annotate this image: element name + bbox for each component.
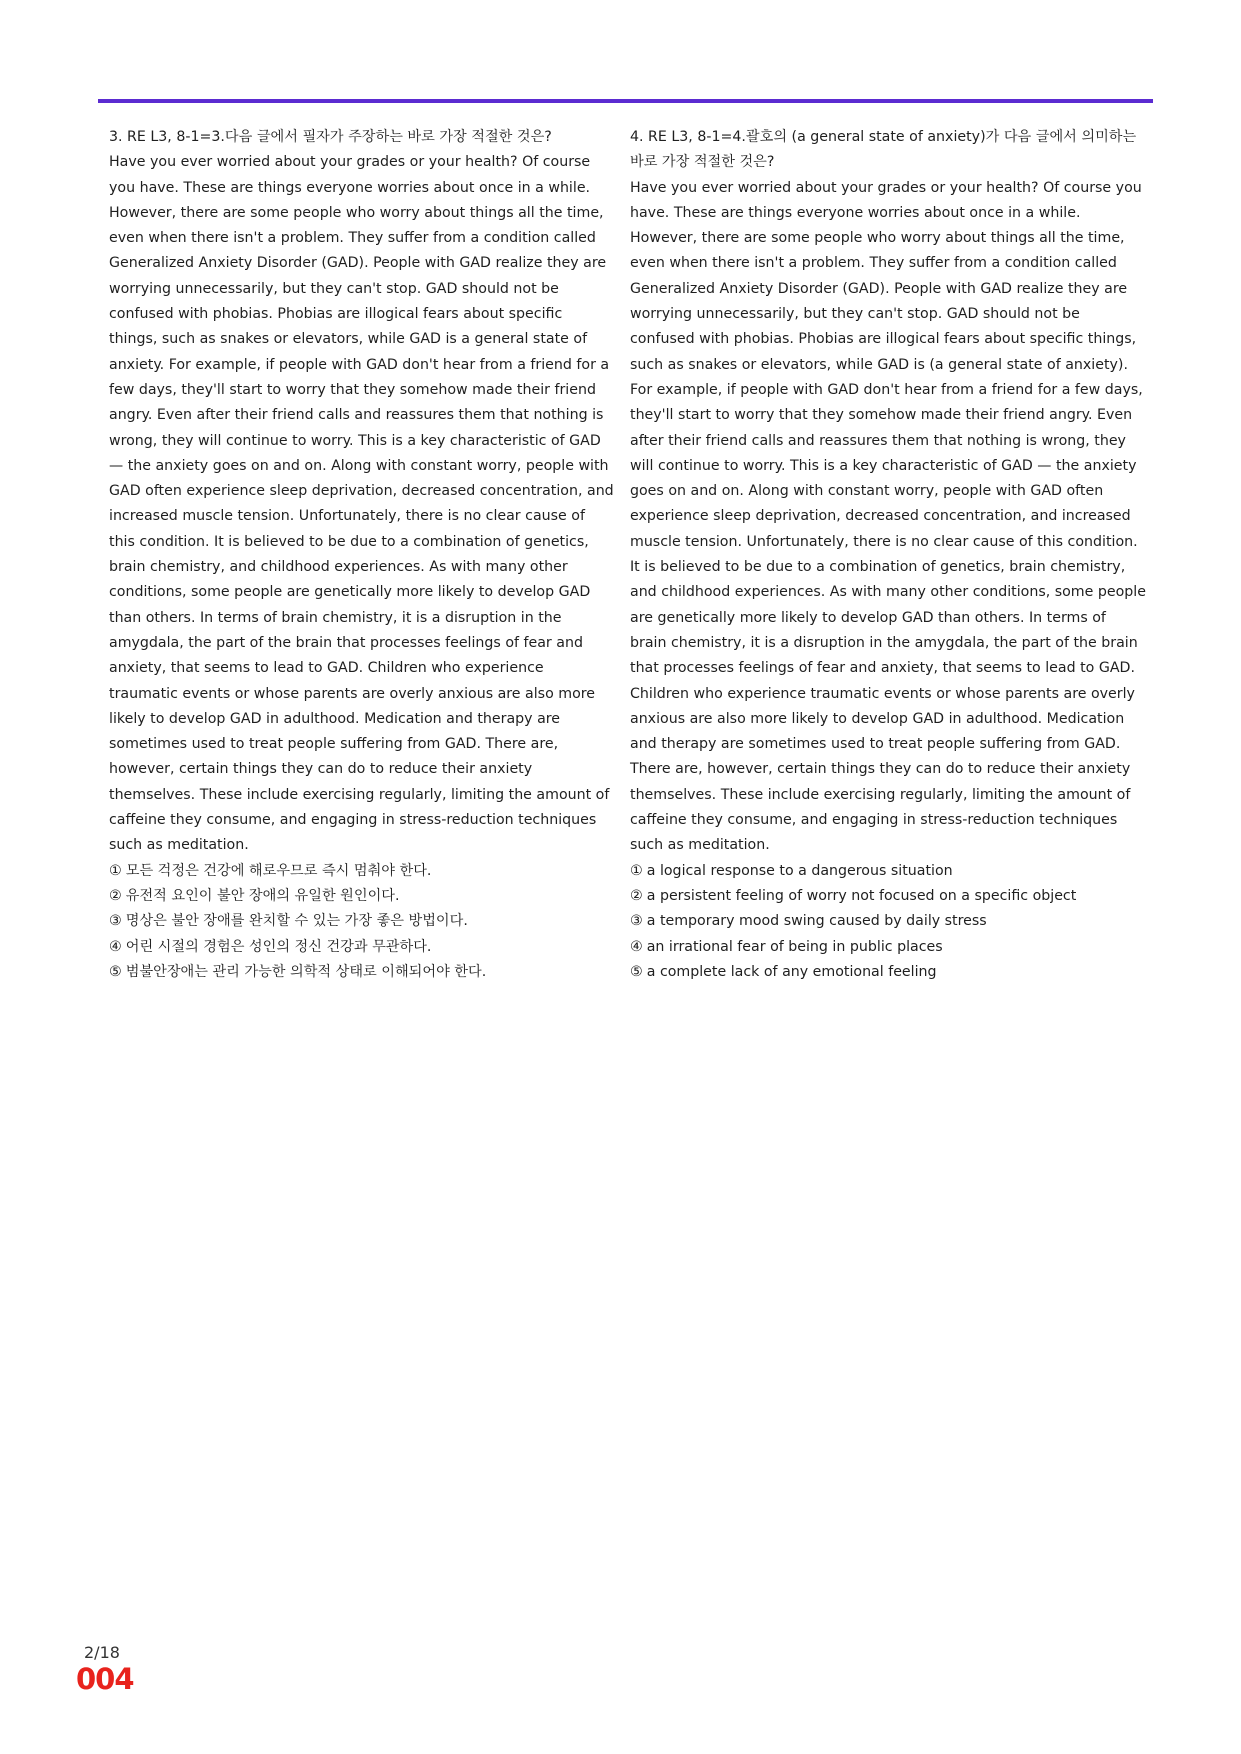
option-number: ④ <box>630 938 643 955</box>
option-text: 범불안장애는 관리 가능한 의학적 상태로 이해되어야 한다. <box>125 963 487 980</box>
option-number: ⑤ <box>630 963 643 980</box>
page-number: 2/18 <box>84 1643 120 1662</box>
option-number: ② <box>109 887 122 904</box>
option-number: ③ <box>109 913 122 930</box>
answer-option[interactable] <box>630 884 1146 909</box>
option-text: 모든 걱정은 건강에 해로우므로 즉시 멈춰야 한다. <box>125 862 432 879</box>
option-text: 유전적 요인이 불안 장애의 유일한 원인이다. <box>125 887 400 904</box>
option-number: ④ <box>109 938 122 955</box>
answer-option[interactable] <box>630 935 1146 960</box>
question-3-passage: Have you ever worried about your grades or your health? Of course you have. These are things everyone worries about once in a while. However, there are some people who worry about things all the time, even when there isn't a problem. They suffer from a condition called Generalized Anxiety Disorder (GAD). People with GAD realize they are worrying unnecessarily, but they can't stop. GAD should not be confused with phobias. Phobias are illogical fears about specific things, such as snakes or elevators, while GAD is a general state of anxiety. For example, if people with GAD don't hear from a friend for a few days, they'll start to worry that they somehow made their friend angry. Even after their friend calls and reassures them that nothing is wrong, they will continue to worry. This is a key characteristic of GAD — the anxiety goes on and on. Along with constant worry, people with GAD often experience sleep deprivation, decreased concentration, and increased muscle tension. Unfortunately, there is no clear cause of this condition. It is believed to be due to a combination of genetics, brain chemistry, and childhood experiences. As with many other conditions, some people are genetically more likely to develop GAD than others. In terms of brain chemistry, it is a disruption in the amygdala, the part of the brain that processes feelings of fear and anxiety, that seems to lead to GAD. Children who experience traumatic events or whose parents are overly anxious are also more likely to develop GAD in adulthood. Medication and therapy are sometimes used to treat people suffering from GAD. There are, however, certain things they can do to reduce their anxiety themselves. These include exercising regularly, limiting the amount of caffeine they consume, and engaging in stress-reduction techniques such as meditation. <box>109 154 614 854</box>
question-4-title: 4. RE L3, 8-1=4.괄호의 (a general state of anxiety)가 다음 글에서 의미하는 바로 가장 적절한 것은? <box>630 129 1137 171</box>
answer-option[interactable] <box>630 960 1146 985</box>
header-divider <box>98 99 1153 103</box>
option-number: ⑤ <box>109 963 122 980</box>
option-text: a temporary mood swing caused by daily stress <box>646 913 987 930</box>
question-4-options <box>630 859 1146 985</box>
option-text: a logical response to a dangerous situation <box>646 862 953 879</box>
answer-option[interactable] <box>109 859 615 884</box>
page-code: 004 <box>76 1662 134 1696</box>
question-3-title: 3. RE L3, 8-1=3.다음 글에서 필자가 주장하는 바로 가장 적절한 것은? <box>109 129 552 145</box>
option-number: ① <box>630 862 643 879</box>
question-4 <box>630 125 1146 985</box>
answer-option[interactable] <box>630 859 1146 884</box>
answer-option[interactable] <box>109 909 615 934</box>
answer-option[interactable] <box>109 960 615 985</box>
answer-option[interactable] <box>109 935 615 960</box>
option-text: a persistent feeling of worry not focused on a specific object <box>646 887 1077 904</box>
option-number: ② <box>630 887 643 904</box>
option-text: 명상은 불안 장애를 완치할 수 있는 가장 좋은 방법이다. <box>125 913 468 930</box>
option-text: a complete lack of any emotional feeling <box>646 963 937 980</box>
option-number: ③ <box>630 913 643 930</box>
answer-option[interactable] <box>630 909 1146 934</box>
option-text: 어린 시절의 경험은 성인의 정신 건강과 무관하다. <box>125 938 432 955</box>
option-text: an irrational fear of being in public places <box>646 938 943 955</box>
answer-option[interactable] <box>109 884 615 909</box>
question-4-passage: Have you ever worried about your grades or your health? Of course you have. These are things everyone worries about once in a while. However, there are some people who worry about things all the time, even when there isn't a problem. They suffer from a condition called Generalized Anxiety Disorder (GAD). People with GAD realize they are worrying unnecessarily, but they can't stop. GAD should not be confused with phobias. Phobias are illogical fears about specific things, such as snakes or elevators, while GAD is (a general state of anxiety). For example, if people with GAD don't hear from a friend for a few days, they'll start to worry that they somehow made their friend angry. Even after their friend calls and reassures them that nothing is wrong, they will continue to worry. This is a key characteristic of GAD — the anxiety goes on and on. Along with constant worry, people with GAD often experience sleep deprivation, decreased concentration, and increased muscle tension. Unfortunately, there is no clear cause of this condition. It is believed to be due to a combination of genetics, brain chemistry, and childhood experiences. As with many other conditions, some people are genetically more likely to develop GAD than others. In terms of brain chemistry, it is a disruption in the amygdala, the part of the brain that processes feelings of fear and anxiety, that seems to lead to GAD. Children who experience traumatic events or whose parents are overly anxious are also more likely to develop GAD in adulthood. Medication and therapy are sometimes used to treat people suffering from GAD. There are, however, certain things they can do to reduce their anxiety themselves. These include exercising regularly, limiting the amount of caffeine they consume, and engaging in stress-reduction techniques such as meditation. <box>630 179 1146 854</box>
question-3 <box>109 125 615 985</box>
option-number: ① <box>109 862 122 879</box>
question-3-options <box>109 859 615 985</box>
